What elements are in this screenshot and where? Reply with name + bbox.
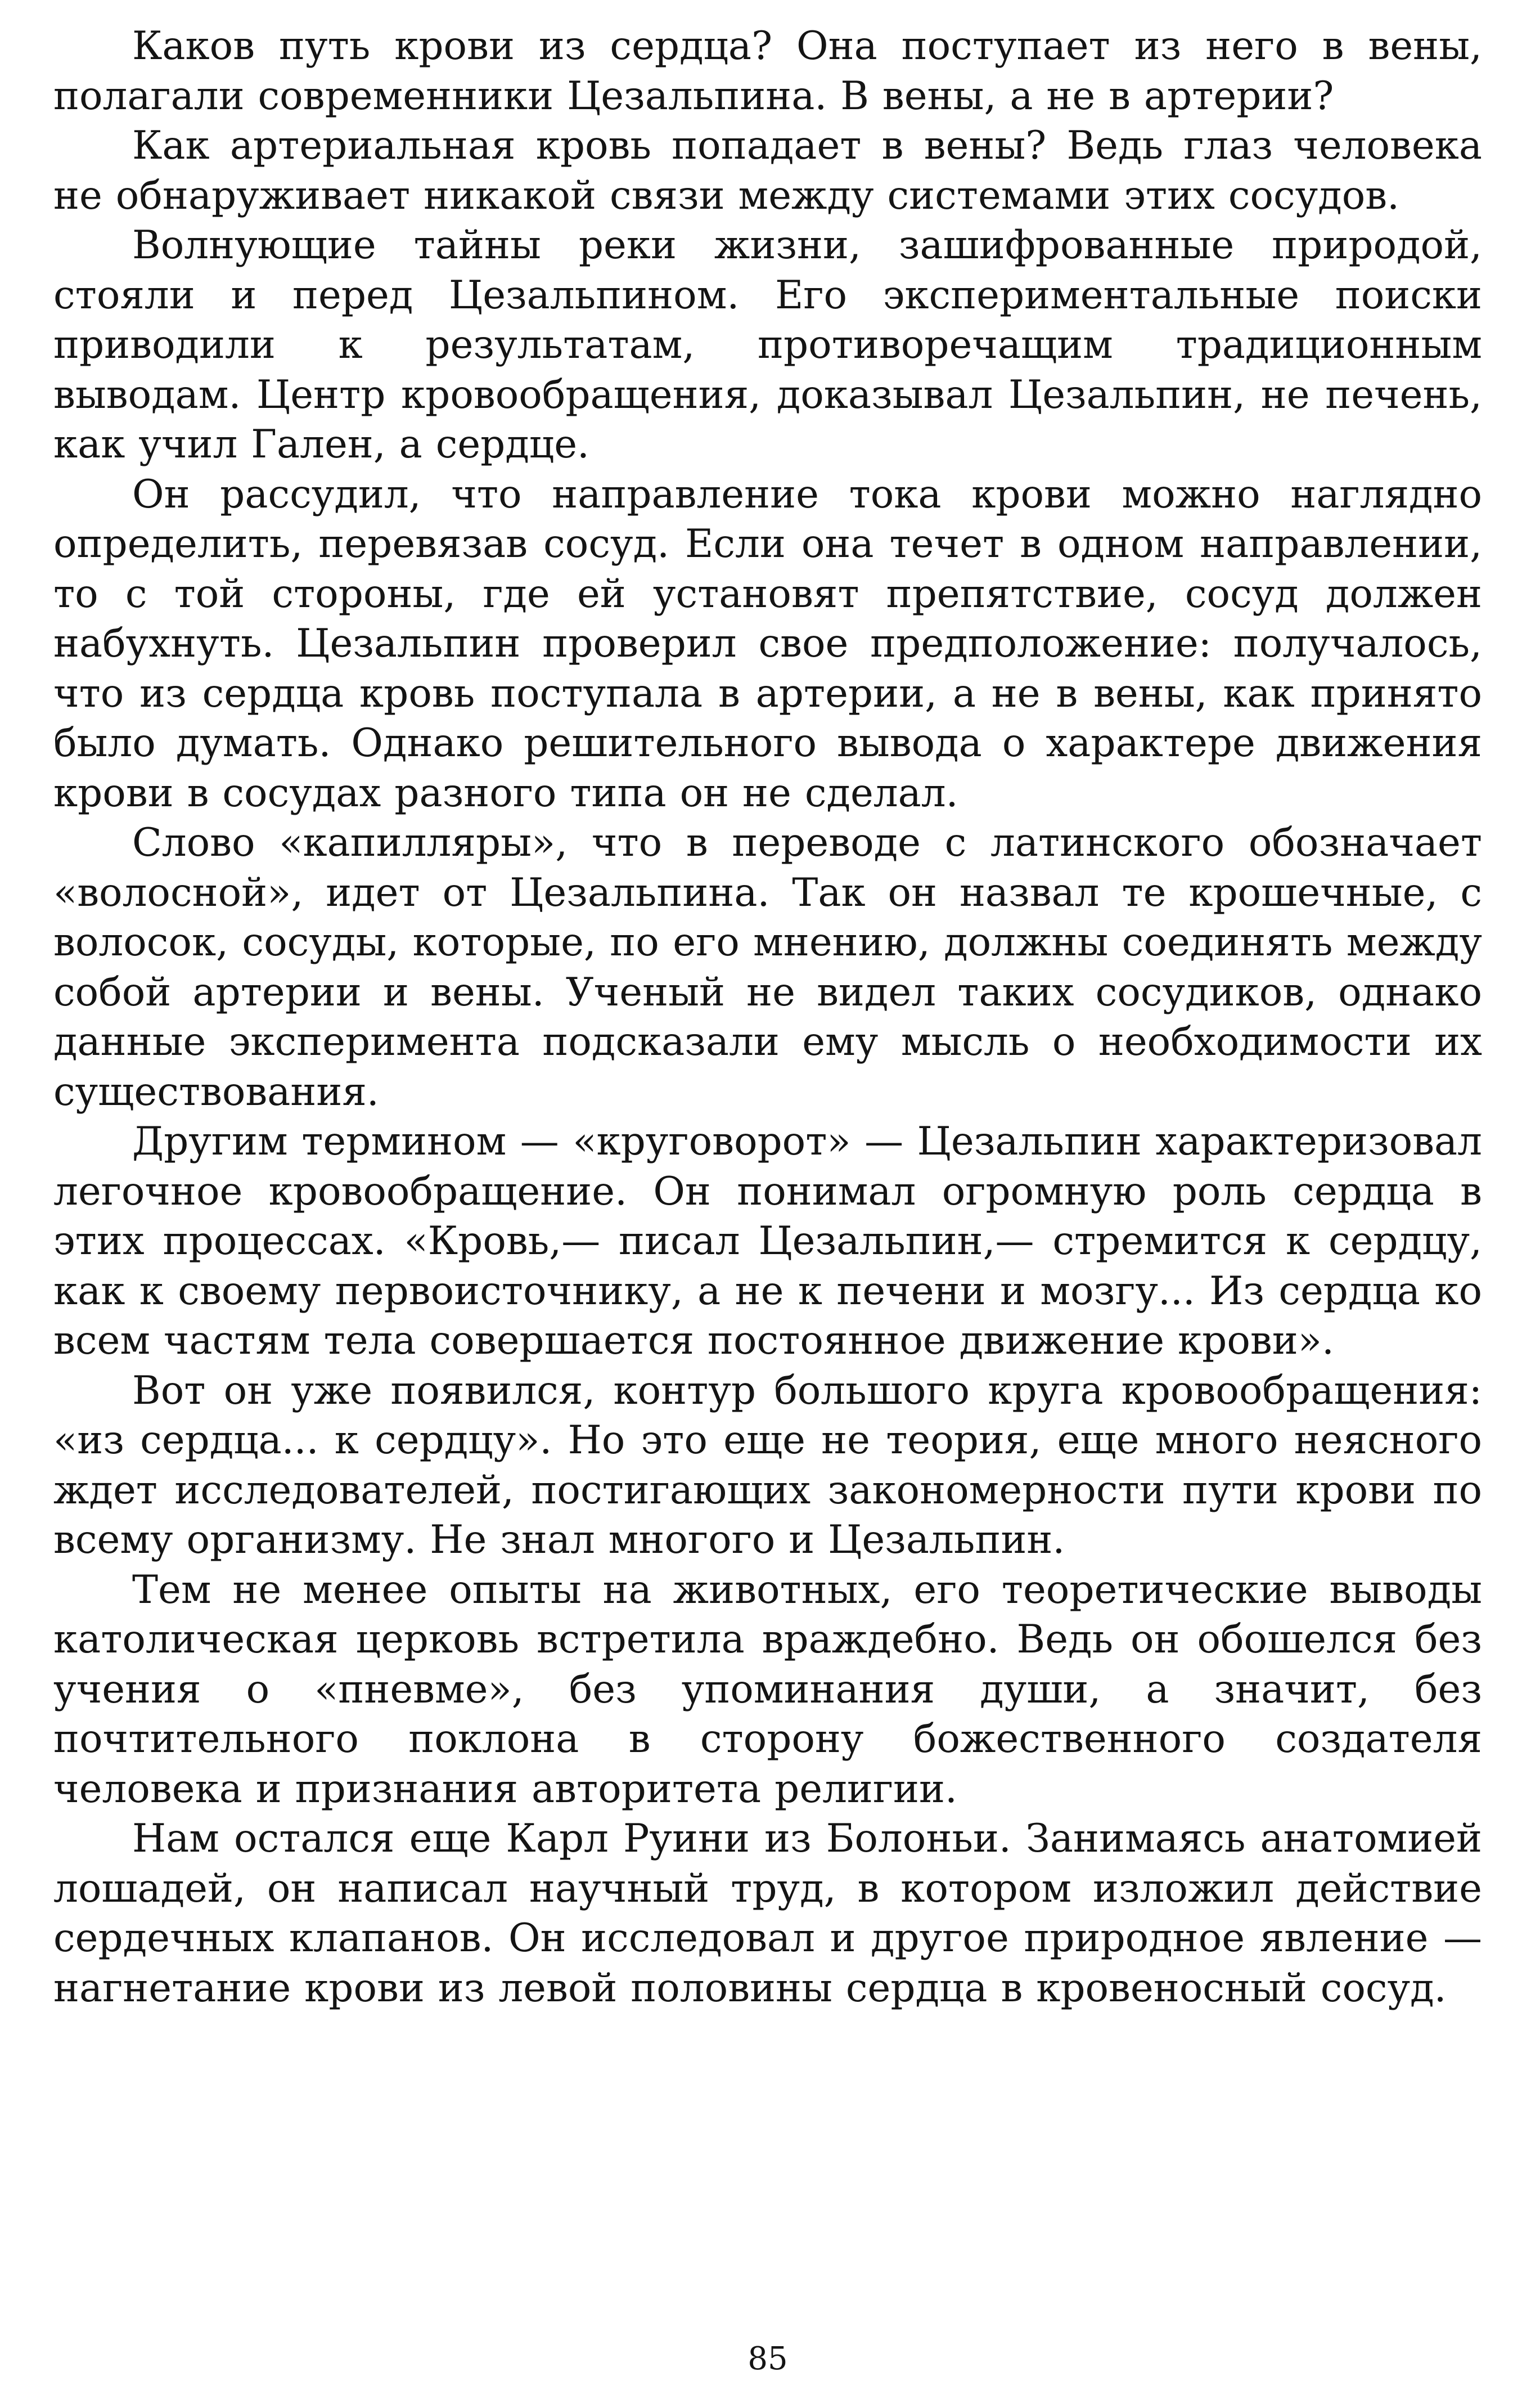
paragraph: Нам остался еще Карл Руини из Болоньи. Занимаясь анатомией лошадей, он написал научный труд, в котором изложил действие сердечных клапанов. Он исследовал и другое природное явление — нагнетание крови из левой половины сердца в кровеносный сосуд. [53,1816,1482,2011]
paragraph: Как артериальная кровь попадает в вены? Ведь глаз человека не обнаруживает никакой связи между системами этих сосудов. [53,123,1482,218]
paragraph: Вот он уже появился, контур большого круга кровообращения: «из сердца... к сердцу». Но это еще не теория, еще много неясного ждет исследователей, постигающих закономерности пути крови по всему организму. Не знал многого и Цезальпин. [53,1368,1482,1562]
paragraph: Он рассудил, что направление тока крови можно наглядно определить, перевязав сосуд. Если она течет в одном направлении, то с той стороны, где ей установят препятствие, сосуд должен набухнуть. Цезальпин проверил свое предположение: получалось, что из сердца кровь поступала в артерии, а не в вены, как принято было думать. Однако решительного вывода о характере движения крови в сосудах разного типа он не сделал. [53,471,1482,816]
text-body [53,21,1482,2013]
paragraph: Слово «капилляры», что в переводе с латинского обозначает «волосной», идет от Цезальпина. Так он назвал те крошечные, с волосок, сосуды, которые, по его мнению, должны соединять между собой артерии и вены. Ученый не видел таких сосудиков, однако данные эксперимента подсказали ему мысль о необходимости их существования. [53,820,1482,1115]
paragraph: Волнующие тайны реки жизни, зашифрованные природой, стояли и перед Цезальпином. Его экспериментальные поиски приводили к результатам, противоречащим традиционным выводам. Центр кровообращения, доказывал Цезальпин, не печень, как учил Гален, а сердце. [53,223,1482,467]
paragraph: Тем не менее опыты на животных, его теоретические выводы католическая церковь встретила враждебно. Ведь он обошелся без учения о «пневме», без упоминания души, а значит, без почтительного поклона в сторону божественного создателя человека и признания авторитета религии. [53,1567,1482,1812]
paragraph: Каков путь крови из сердца? Она поступает из него в вены, полагали современники Цезальпина. В вены, а не в артерии? [53,24,1482,119]
paragraph: Другим термином — «круговорот» — Цезальпин характеризовал легочное кровообращение. Он понимал огромную роль сердца в этих процессах. «Кровь,— писал Цезальпин,— стремится к сердцу, как к своему первоисточнику, а не к печени и мозгу... Из сердца ко всем частям тела совершается постоянное движение крови». [53,1119,1482,1363]
book-page [53,21,1482,2377]
page-number: 85 [748,2341,788,2377]
